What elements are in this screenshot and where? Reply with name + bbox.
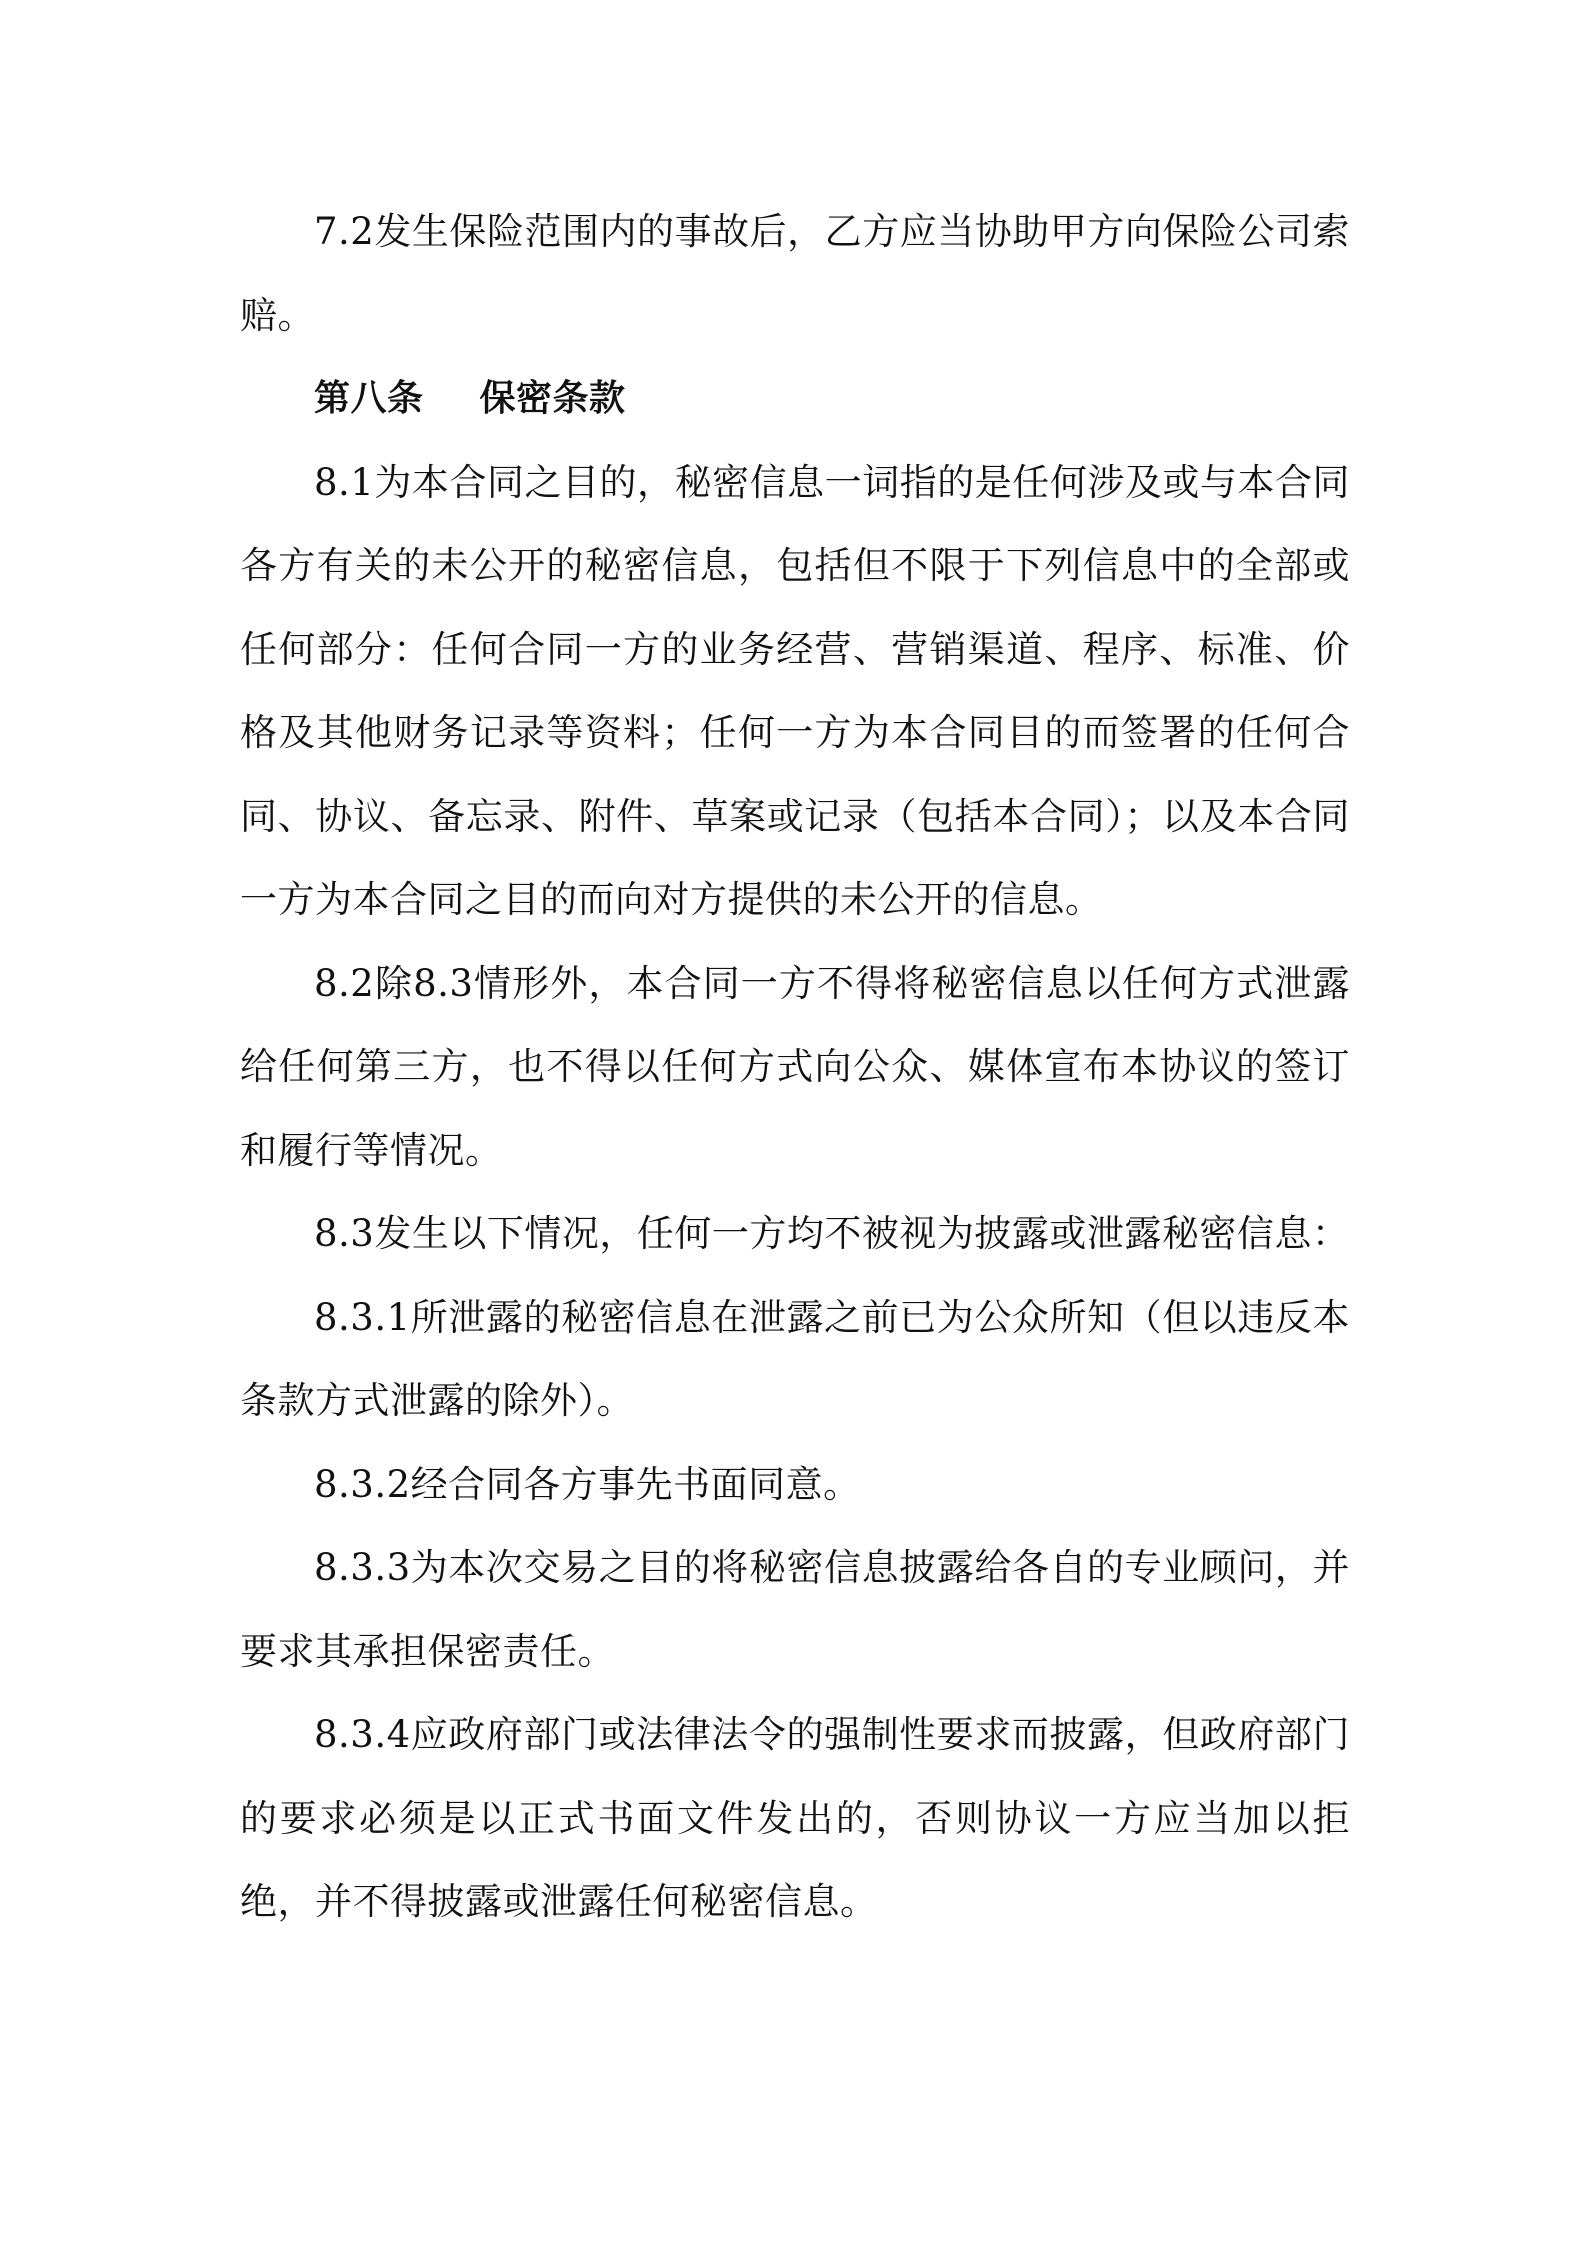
document-body bbox=[240, 190, 1350, 1944]
paragraph-8-3-3: 8.3.3为本次交易之目的将秘密信息披露给各自的专业顾问，并要求其承担保密责任。 bbox=[240, 1546, 1350, 1673]
paragraph-7-2: 7.2发生保险范围内的事故后，乙方应当协助甲方向保险公司索赔。 bbox=[240, 210, 1350, 337]
paragraph-8-3-4: 8.3.4应政府部门或法律法令的强制性要求而披露，但政府部门的要求必须是以正式书面文件发出的，否则协议一方应当加以拒绝，并不得披露或泄露任何秘密信息。 bbox=[240, 1713, 1350, 1923]
article-heading bbox=[240, 357, 1350, 441]
paragraph-8-2: 8.2除8.3情形外，本合同一方不得将秘密信息以任何方式泄露给任何第三方，也不得以任何方式向公众、媒体宣布本协议的签订和履行等情况。 bbox=[240, 961, 1350, 1172]
article-number: 第八条 bbox=[314, 378, 424, 419]
paragraph-8-3-2: 8.3.2经合同各方事先书面同意。 bbox=[314, 1462, 861, 1506]
paragraph-8-3: 8.3发生以下情况，任何一方均不被视为披露或泄露秘密信息： bbox=[314, 1212, 1350, 1255]
paragraph-8-1: 8.1为本合同之目的，秘密信息一词指的是任何涉及或与本合同各方有关的未公开的秘密信息，包括但不限于下列信息中的全部或任何部分：任何合同一方的业务经营、营销渠道、程序、标准、价格及其他财务记录等资料；任何一方为本合同目的而签署的任何合同、协议、备忘录、附件、草案或记录（包括本合同）；以及本合同一方为本合同之目的而向对方提供的未公开的信息。 bbox=[240, 460, 1350, 921]
article-title: 保密条款 bbox=[479, 378, 626, 419]
paragraph-8-3-1: 8.3.1所泄露的秘密信息在泄露之前已为公众所知（但以违反本条款方式泄露的除外）。 bbox=[240, 1295, 1350, 1422]
